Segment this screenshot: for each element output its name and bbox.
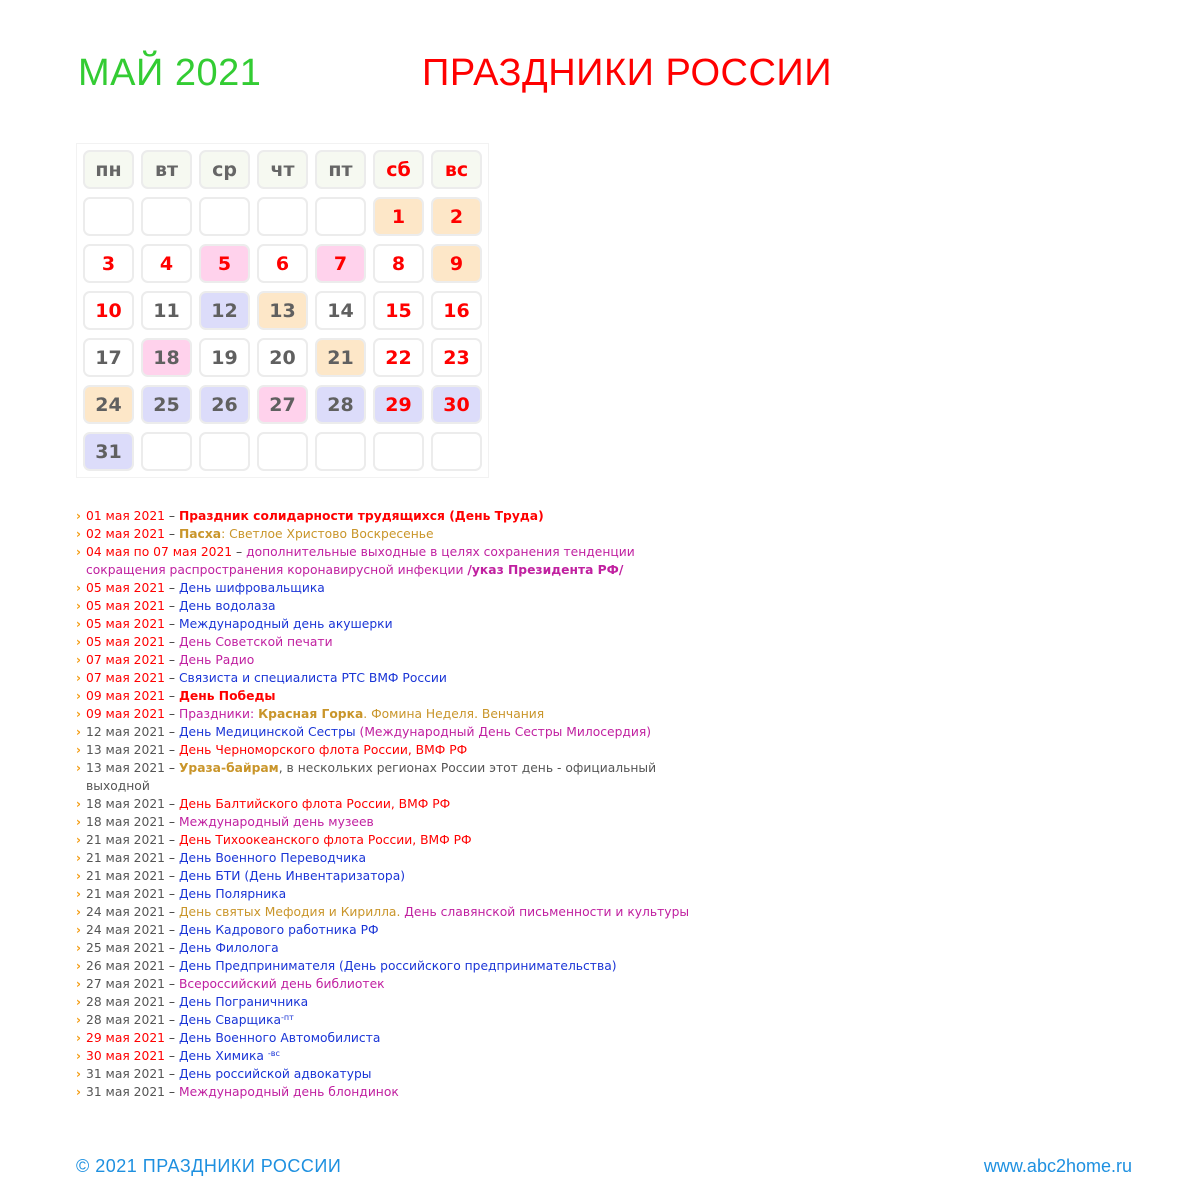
event-date: 28 мая 2021 [86,995,165,1009]
list-item: › 07 мая 2021 – День Радио [76,651,776,669]
event-date: 29 мая 2021 [86,1031,165,1045]
event-date: 09 мая 2021 [86,689,165,703]
list-item: › 29 мая 2021 – День Военного Автомобилиста [76,1029,776,1047]
calendar-grid [76,143,489,478]
event-text: Праздники: [178,707,259,721]
weekday-header: сб [373,150,424,189]
event-date: 05 мая 2021 [86,581,165,595]
event-date: 02 мая 2021 [86,527,165,541]
event-text: День Военного Переводчика [178,851,367,865]
list-item: › 13 мая 2021 – Ураза-байрам, в нескольких регионах России этот день - официальный выходной [76,759,676,795]
event-text: День славянской письменности и культуры [404,905,690,919]
event-text: Праздник солидарности трудящихся (День Труда) [178,509,544,523]
event-text: День Балтийского флота России, ВМФ РФ [178,797,451,811]
event-text: Связиста и специалиста РТС ВМФ России [178,671,447,685]
calendar-empty-cell [431,432,482,471]
calendar-day[interactable]: 23 [431,338,482,377]
event-date: 13 мая 2021 [86,743,165,757]
calendar-day[interactable]: 31 [83,432,134,471]
event-text: -вс [267,1049,280,1058]
event-text: День российской адвокатуры [178,1067,372,1081]
list-item: › 18 мая 2021 – Международный день музеев [76,813,776,831]
weekday-header: вт [141,150,192,189]
calendar-day[interactable]: 2 [431,197,482,236]
event-date: 18 мая 2021 [86,797,165,811]
footer-website-link[interactable]: www.abc2home.ru [983,1156,1132,1176]
list-item: › 05 мая 2021 – День шифровальщика [76,579,776,597]
event-text: Пасха [178,527,222,541]
event-date: 27 мая 2021 [86,977,165,991]
calendar-day[interactable]: 18 [141,338,192,377]
list-item: › 24 мая 2021 – День Кадрового работника РФ [76,921,776,939]
list-item: › 31 мая 2021 – Международный день блондинок [76,1083,776,1101]
list-item: › 21 мая 2021 – День Тихоокеанского флота России, ВМФ РФ [76,831,776,849]
event-text: День Филолога [178,941,279,955]
event-date: 05 мая 2021 [86,599,165,613]
event-date: 31 мая 2021 [86,1067,165,1081]
event-date: 21 мая 2021 [86,869,165,883]
calendar-day[interactable]: 5 [199,244,250,283]
calendar-day[interactable]: 14 [315,291,366,330]
calendar-empty-cell [257,197,308,236]
list-item: › 18 мая 2021 – День Балтийского флота России, ВМФ РФ [76,795,776,813]
list-item: › 05 мая 2021 – День Советской печати [76,633,776,651]
event-text: День Советской печати [178,635,333,649]
event-date: 13 мая 2021 [86,761,165,775]
events-list [76,507,776,1101]
list-item: › 05 мая 2021 – Международный день акушерки [76,615,776,633]
event-date: 24 мая 2021 [86,923,165,937]
list-item: › 21 мая 2021 – День Полярника [76,885,776,903]
calendar-day[interactable]: 30 [431,385,482,424]
event-text: дополнительные выходные в целях сохранения тенденции сокращения распространения коронавирусной инфекции [86,545,635,577]
calendar-day[interactable]: 21 [315,338,366,377]
event-date: 21 мая 2021 [86,887,165,901]
list-item: › 31 мая 2021 – День российской адвокатуры [76,1065,776,1083]
calendar-empty-cell [199,197,250,236]
event-date: 05 мая 2021 [86,635,165,649]
event-date: 26 мая 2021 [86,959,165,973]
event-date: 12 мая 2021 [86,725,165,739]
event-text: День Военного Автомобилиста [178,1031,381,1045]
event-text: (Международный День Сестры Милосердия) [359,725,652,739]
calendar-day[interactable]: 17 [83,338,134,377]
calendar-day[interactable]: 7 [315,244,366,283]
event-text: Всероссийский день библиотек [178,977,385,991]
calendar-empty-cell [83,197,134,236]
calendar-day[interactable]: 10 [83,291,134,330]
list-item: › 05 мая 2021 – День водолаза [76,597,776,615]
event-text: День Медицинской Сестры [178,725,360,739]
event-text: Красная Горка [258,707,364,721]
event-text: День Полярника [178,887,287,901]
list-item: › 09 мая 2021 – Праздники: Красная Горка. Фомина Неделя. Венчания [76,705,776,723]
weekday-header: вс [431,150,482,189]
event-text: День Тихоокеанского флота России, ВМФ РФ [178,833,472,847]
event-text: День Пограничника [178,995,309,1009]
list-item: › 01 мая 2021 – Праздник солидарности трудящихся (День Труда) [76,507,776,525]
event-text: День Сварщика [178,1013,282,1027]
calendar-day[interactable]: 1 [373,197,424,236]
list-item: › 28 мая 2021 – День Сварщика$^{-пт}$ [76,1011,776,1029]
event-date: 24 мая 2021 [86,905,165,919]
event-text: Международный день акушерки [178,617,393,631]
calendar-day[interactable]: 15 [373,291,424,330]
event-date: 21 мая 2021 [86,851,165,865]
calendar-day[interactable]: 19 [199,338,250,377]
calendar-day[interactable]: 20 [257,338,308,377]
event-text: День Победы [178,689,276,703]
event-date: 18 мая 2021 [86,815,165,829]
event-date: 07 мая 2021 [86,653,165,667]
calendar-empty-cell [315,197,366,236]
list-item: › 26 мая 2021 – День Предпринимателя (День российского предпринимательства) [76,957,776,975]
calendar-day[interactable]: 16 [431,291,482,330]
calendar-day[interactable]: 3 [83,244,134,283]
event-text: . Фомина Неделя. Венчания [363,707,545,721]
calendar-day[interactable]: 6 [257,244,308,283]
calendar-empty-cell [315,432,366,471]
event-text: -пт [281,1013,294,1022]
list-item: › 27 мая 2021 – Всероссийский день библиотек [76,975,776,993]
event-text: День водолаза [178,599,276,613]
event-date: 01 мая 2021 [86,509,165,523]
event-text: День Химика [178,1049,268,1063]
event-date: 04 мая по 07 мая 2021 [86,545,233,559]
event-text: День Черноморского флота России, ВМФ РФ [178,743,468,757]
event-text: , в нескольких регионах России этот день - официальный выходной [86,761,657,793]
calendar-day[interactable]: 29 [373,385,424,424]
event-date: 09 мая 2021 [86,707,165,721]
calendar-day[interactable]: 13 [257,291,308,330]
event-text: День Кадрового работника РФ [178,923,379,937]
event-date: 05 мая 2021 [86,617,165,631]
list-item: › 30 мая 2021 – День Химика $^{-вс}$ [76,1047,776,1065]
list-item: › 13 мая 2021 – День Черноморского флота России, ВМФ РФ [76,741,776,759]
event-text: : Светлое Христово Воскресенье [221,527,434,541]
event-text: Международный день музеев [178,815,374,829]
calendar-empty-cell [373,432,424,471]
calendar-day[interactable]: 9 [431,244,482,283]
list-item: › 28 мая 2021 – День Пограничника [76,993,776,1011]
calendar-empty-cell [141,432,192,471]
calendar-day[interactable]: 11 [141,291,192,330]
calendar-empty-cell [257,432,308,471]
event-date: 30 мая 2021 [86,1049,165,1063]
weekday-header: пн [83,150,134,189]
calendar-day[interactable]: 27 [257,385,308,424]
list-item: › 24 мая 2021 – День святых Мефодия и Кирилла. День славянской письменности и культуры [76,903,776,921]
event-date: 07 мая 2021 [86,671,165,685]
footer-copyright: © 2021 ПРАЗДНИКИ РОССИИ [76,1156,342,1176]
list-item: › 25 мая 2021 – День Филолога [76,939,776,957]
calendar-day[interactable]: 22 [373,338,424,377]
calendar-day[interactable]: 8 [373,244,424,283]
weekday-header: ср [199,150,250,189]
page-title: ПРАЗДНИКИ РОССИИ [422,52,833,94]
calendar-empty-cell [199,432,250,471]
calendar-day[interactable]: 24 [83,385,134,424]
event-text: День Радио [178,653,255,667]
event-date: 31 мая 2021 [86,1085,165,1099]
calendar-day[interactable]: 26 [199,385,250,424]
list-item: › 09 мая 2021 – День Победы [76,687,776,705]
event-date: 25 мая 2021 [86,941,165,955]
weekday-header: чт [257,150,308,189]
event-text: День святых Мефодия и Кирилла. [178,905,405,919]
event-text: День БТИ (День Инвентаризатора) [178,869,406,883]
list-item: › 21 мая 2021 – День БТИ (День Инвентаризатора) [76,867,776,885]
list-item: › 12 мая 2021 – День Медицинской Сестры (Международный День Сестры Милосердия) [76,723,776,741]
list-item: › 04 мая по 07 мая 2021 – дополнительные выходные в целях сохранения тенденции сокращения распространения коронавирусной инфекции /указ Президента РФ/ [76,543,676,579]
event-text: День шифровальщика [178,581,325,595]
calendar-empty-cell [141,197,192,236]
calendar-day[interactable]: 12 [199,291,250,330]
event-text: Ураза-байрам [178,761,279,775]
month-title: МАЙ 2021 [78,52,262,94]
event-text: /указ Президента РФ/ [467,563,624,577]
event-text: Международный день блондинок [178,1085,399,1099]
calendar-day[interactable]: 25 [141,385,192,424]
list-item: › 21 мая 2021 – День Военного Переводчика [76,849,776,867]
event-text: День Предпринимателя (День российского предпринимательства) [178,959,617,973]
calendar-day[interactable]: 4 [141,244,192,283]
event-date: 28 мая 2021 [86,1013,165,1027]
list-item: › 02 мая 2021 – Пасха: Светлое Христово Воскресенье [76,525,776,543]
event-date: 21 мая 2021 [86,833,165,847]
list-item: › 07 мая 2021 – Связиста и специалиста РТС ВМФ России [76,669,776,687]
calendar-day[interactable]: 28 [315,385,366,424]
weekday-header: пт [315,150,366,189]
